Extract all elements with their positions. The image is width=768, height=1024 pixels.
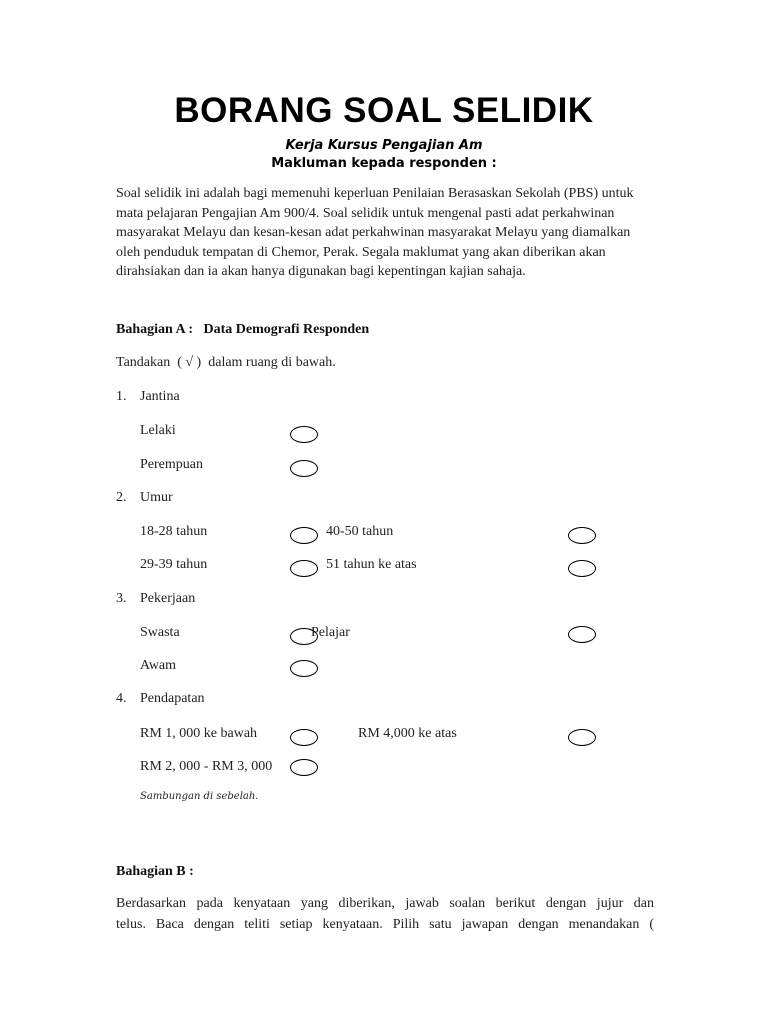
option-18-28-radio[interactable] <box>290 527 318 544</box>
question-4-number: 4. <box>116 691 127 706</box>
option-below-1000-radio[interactable] <box>290 729 318 746</box>
question-2-label: Umur <box>140 490 173 505</box>
option-2000-3000-label: RM 2, 000 - RM 3, 000 <box>140 759 273 774</box>
option-4000-above-label: RM 4,000 ke atas <box>358 726 457 741</box>
option-18-28-label: 18-28 tahun <box>140 524 208 539</box>
option-40-50-label: 40-50 tahun <box>326 524 394 539</box>
section-a-heading: Bahagian A : Data Demografi Responden <box>116 322 370 337</box>
option-51-plus-label: 51 tahun ke atas <box>326 557 417 572</box>
option-swasta-radio[interactable] <box>290 628 318 645</box>
option-lelaki-label: Lelaki <box>140 423 176 438</box>
intro-paragraph: Soal selidik ini adalah bagi memenuhi keperluan Penilaian Berasaskan Sekolah (PBS) untuk mata pelajaran Pengajian Am 900/4. Soal selidik untuk mengenal pasti adat perkahwinan masyarakat Melayu dan kesan-kesan adat perkahwinan masyarakat Melayu yang diamalkan oleh penduduk tempatan di Chemor, Perak. Segala maklumat yang akan diberikan akan dirahsiakan dan ia akan hanya digunakan bagi kepentingan kajian sahaja. <box>116 186 634 279</box>
question-3-number: 3. <box>116 591 127 606</box>
option-perempuan-label: Perempuan <box>140 457 203 472</box>
section-b-line-1: Berdasarkan pada kenyataan yang diberikan, jawab soalan berikut dengan jujur dan <box>116 896 654 911</box>
question-4-label: Pendapatan <box>140 691 205 706</box>
section-a-instruction: Tandakan ( √ ) dalam ruang di bawah. <box>116 355 336 370</box>
option-51-plus-radio[interactable] <box>568 560 596 577</box>
section-b-heading: Bahagian B : <box>116 864 194 879</box>
form-subtitle: Kerja Kursus Pengajian Am <box>285 138 483 153</box>
option-29-39-label: 29-39 tahun <box>140 557 208 572</box>
continued-note: Sambungan di sebelah. <box>140 791 259 802</box>
section-b-line-2: telus. Baca dengan teliti setiap kenyataan. Pilih satu jawapan dengan menandakan ( <box>116 917 654 932</box>
option-2000-3000-radio[interactable] <box>290 759 318 776</box>
question-1-label: Jantina <box>140 389 180 404</box>
option-29-39-radio[interactable] <box>290 560 318 577</box>
option-lelaki-radio[interactable] <box>290 426 318 443</box>
question-3-label: Pekerjaan <box>140 591 196 606</box>
option-40-50-radio[interactable] <box>568 527 596 544</box>
option-awam-label: Awam <box>140 658 177 673</box>
option-awam-radio[interactable] <box>290 660 318 677</box>
option-pelajar-radio[interactable] <box>568 626 596 643</box>
option-swasta-label: Swasta <box>140 625 180 640</box>
respondent-notice-heading: Makluman kepada responden : <box>271 156 497 171</box>
option-perempuan-radio[interactable] <box>290 460 318 477</box>
option-4000-above-radio[interactable] <box>568 729 596 746</box>
option-below-1000-label: RM 1, 000 ke bawah <box>140 726 258 741</box>
question-2-number: 2. <box>116 490 127 505</box>
question-1-number: 1. <box>116 389 127 404</box>
option-pelajar-label: Pelajar <box>311 625 350 640</box>
form-title: BORANG SOAL SELIDIK <box>174 91 594 130</box>
